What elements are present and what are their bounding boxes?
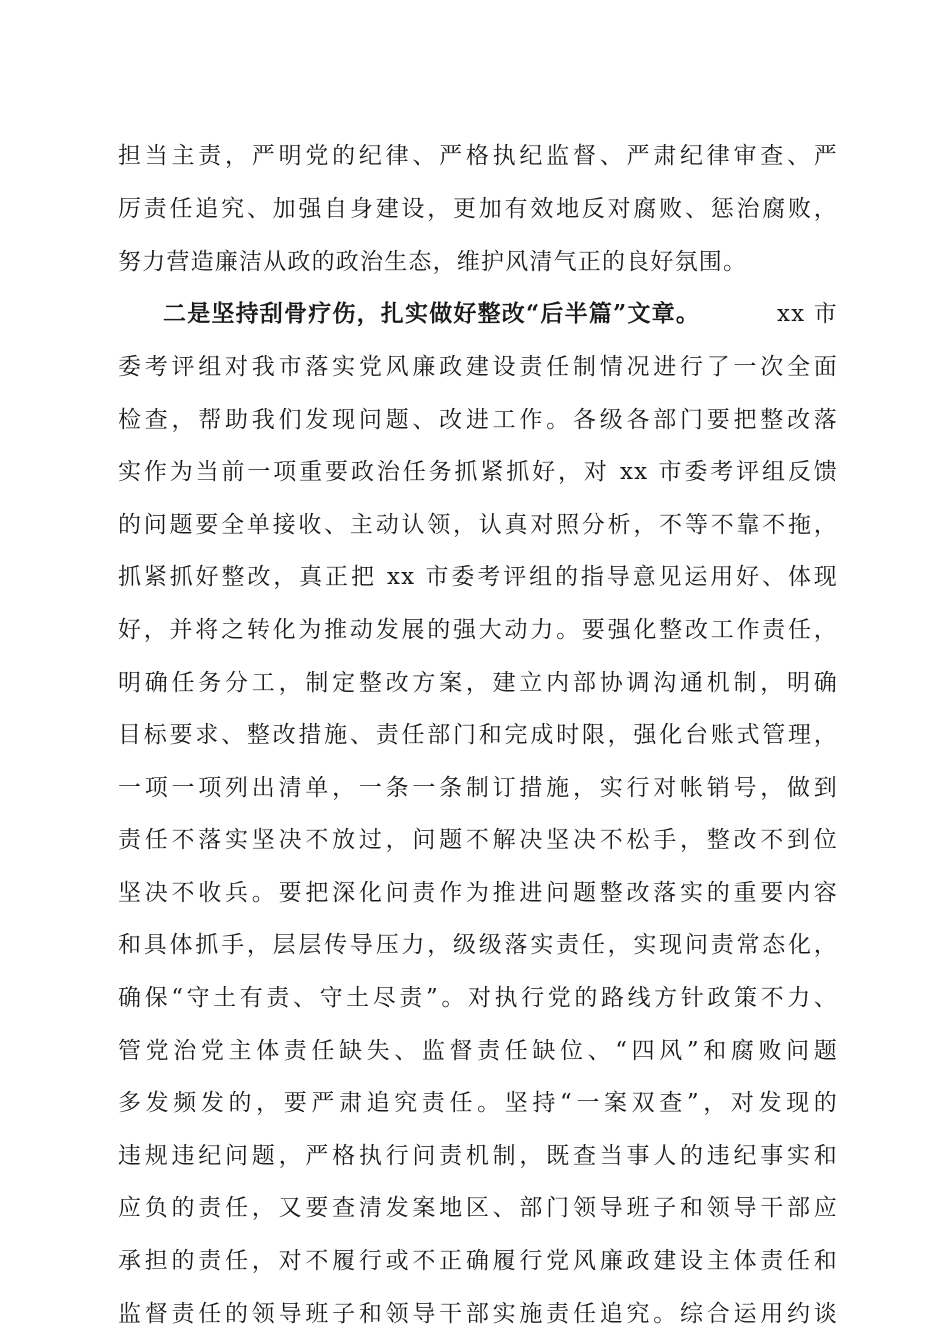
- paragraph-2-line: 监督责任的领导班子和领导干部实施责任追究。综合运用约谈: [118, 1301, 838, 1327]
- paragraph-2-first-line: [163, 298, 838, 330]
- paragraph-2-line: 应负的责任，又要查清发案地区、部门领导班子和领导干部应: [118, 1195, 838, 1221]
- paragraph-2-line: 管党治党主体责任缺失、监督责任缺位、“四风”和腐败问题: [118, 1038, 838, 1064]
- paragraph-2-line: 承担的责任，对不履行或不正确履行党风廉政建设主体责任和: [118, 1248, 838, 1274]
- paragraph-2-line: 坚决不收兵。要把深化问责作为推进问题整改落实的重要内容: [118, 880, 838, 906]
- paragraph-1-line-2: 厉责任追究、加强自身建设，更加有效地反对腐败、惩治腐败，: [118, 196, 838, 222]
- paragraph-2-first-line-tail: xx 市: [776, 301, 838, 327]
- paragraph-2-line: 检查，帮助我们发现问题、改进工作。各级各部门要把整改落: [118, 407, 838, 433]
- paragraph-2-line: 确保“守土有责、守土尽责”。对执行党的路线方针政策不力、: [118, 985, 838, 1011]
- paragraph-2-heading: 二是坚持刮骨疗伤，扎实做好整改“后半篇”文章。: [163, 300, 701, 327]
- paragraph-1-line-1: 担当主责，严明党的纪律、严格执纪监督、严肃纪律审查、严: [118, 143, 838, 169]
- paragraph-2-line: 一项一项列出清单，一条一条制订措施，实行对帐销号，做到: [118, 775, 838, 801]
- paragraph-2-line: 好，并将之转化为推动发展的强大动力。要强化整改工作责任，: [118, 617, 838, 643]
- paragraph-2-line: 目标要求、整改措施、责任部门和完成时限，强化台账式管理，: [118, 722, 838, 748]
- paragraph-2-line: 责任不落实坚决不放过，问题不解决坚决不松手，整改不到位: [118, 827, 838, 853]
- paragraph-2-line: 明确任务分工，制定整改方案，建立内部协调沟通机制，明确: [118, 670, 838, 696]
- paragraph-2-line: 委考评组对我市落实党风廉政建设责任制情况进行了一次全面: [118, 354, 838, 380]
- paragraph-1-line-3: 努力营造廉洁从政的政治生态，维护风清气正的良好氛围。: [118, 249, 748, 275]
- paragraph-2-line: 的问题要全单接收、主动认领，认真对照分析，不等不靠不拖，: [118, 512, 838, 538]
- paragraph-2-line: 抓紧抓好整改，真正把 xx 市委考评组的指导意见运用好、体现: [118, 564, 838, 590]
- paragraph-2-line: 多发频发的，要严肃追究责任。坚持“一案双查”，对发现的: [118, 1090, 838, 1116]
- paragraph-2-line: 实作为当前一项重要政治任务抓紧抓好，对 xx 市委考评组反馈: [118, 459, 838, 485]
- paragraph-2-line: 和具体抓手，层层传导压力，级级落实责任，实现问责常态化，: [118, 932, 838, 958]
- paragraph-2-line: 违规违纪问题，严格执行问责机制，既查当事人的违纪事实和: [118, 1143, 838, 1169]
